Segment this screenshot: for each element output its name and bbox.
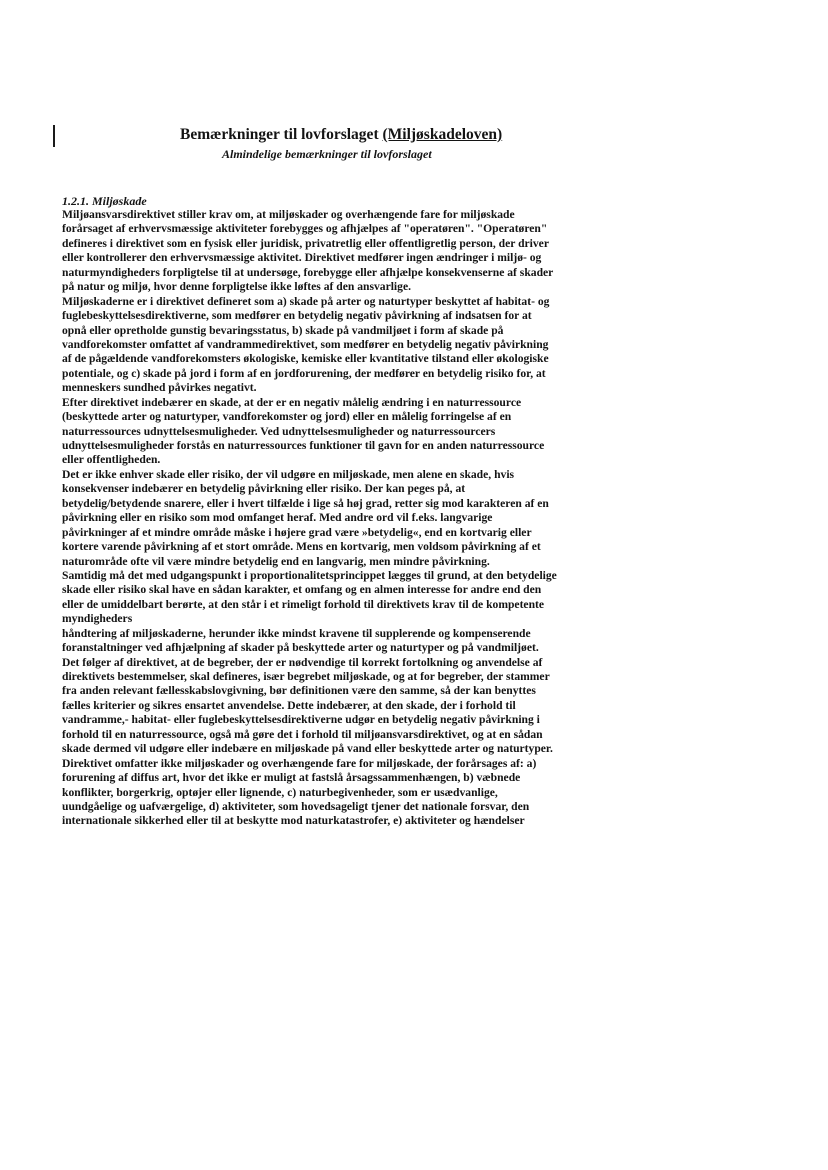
text-line: fælles kriterier og sikres ensartet anvendelse. Dette indebærer, at den skade, der i forhold til	[62, 698, 516, 712]
text-line: eller offentligheden.	[62, 453, 161, 467]
text-line: uundgåelige og uafværgelige, d) aktiviteter, som hovedsageligt tjener det nationale forsvar, den	[62, 799, 530, 813]
title-main: Bemærkninger til lovforslaget	[180, 126, 379, 143]
text-line: vandforekomster omfattet af vandrammedirektivet, som medfører en betydelig negativ påvirkning	[62, 337, 549, 351]
text-line: udnyttelsesmuligheder forstås en naturressources funktioner til gavn for en anden naturressource	[62, 439, 545, 452]
margin-bar-mark	[53, 125, 55, 147]
text-line: (beskyttede arter og naturtyper, vandforekomster og jord) eller en målelig forringelse af en	[62, 410, 512, 424]
text-line: direktivets bestemmelser, skal defineres, især begrebet miljøskade, og at for begreber, der stammer	[62, 670, 550, 683]
text-line: Direktivet omfatter ikke miljøskader og overhængende fare for miljøskade, der forårsages af: a)	[62, 756, 537, 770]
text-line: defineres i direktivet som en fysisk eller juridisk, privatretlig eller offentligretlig person, der driver	[62, 236, 549, 250]
text-line: fra anden relevant fællesskabslovgivning, bør definitionen være den samme, så der kan benyttes	[62, 684, 536, 698]
text-line: konsekvenser indebærer en betydelig påvirkning eller risiko. Der kan peges på, at	[62, 482, 466, 496]
text-line: påvirkninger af et mindre område måske i højere grad være »betydelig«, end en kortvarig eller	[62, 525, 532, 539]
text-line: på natur og miljø, hvor denne forpligtelse ikke løftes af den ansvarlige.	[62, 280, 411, 294]
text-line: kortere varende påvirkning af et stort område. Mens en kortvarig, men voldsom påvirkning af et	[62, 540, 541, 554]
text-line: naturressources udnyttelsesmuligheder. Ved udnyttelsesmuligheder og naturressourcers	[62, 424, 496, 438]
text-line: menneskers sundhed påvirkes negativt.	[62, 381, 257, 395]
text-line: Efter direktivet indebærer en skade, at der er en negativ målelig ændring i en naturressource	[62, 395, 522, 409]
text-line: naturmyndigheders forpligtelse til at undersøge, forebygge eller afhjælpe konsekvenserne af skader	[62, 265, 554, 279]
text-line: fuglebeskyttelsesdirektiverne, som medfører en betydelig negativ påvirkning af indsatsen for at	[62, 309, 532, 323]
section-heading: 1.2.1. Miljøskade	[62, 194, 147, 208]
page-subtitle: Almindelige bemærkninger til lovforslaget	[222, 147, 432, 161]
text-line: foranstaltninger ved afhjælpning af skader på beskyttede arter og naturtyper og på vandmiljøet.	[62, 641, 539, 655]
text-line: forårsaget af erhvervsmæssige aktiviteter forebygges og afhjælpes af "operatøren". "Operatøren"	[62, 222, 548, 236]
text-line: eller kontrollerer den erhvervsmæssige aktivitet. Direktivet medfører ingen ændringer i miljø- og	[62, 251, 542, 265]
body-text	[62, 208, 607, 829]
text-line: betydelig/betydende snarere, eller i hvert tilfælde i lige så høj grad, retter sig mod karakteren af en	[62, 496, 549, 510]
text-line: Det følger af direktivet, at de begreber, der er nødvendige til korrekt fortolkning og anvendelse af	[62, 655, 543, 669]
text-line: internationale sikkerhed eller til at beskytte mod naturkatastrofer, e) aktiviteter og hændelser	[62, 814, 525, 828]
text-line: af de pågældende vandforekomsters økologiske, kemiske eller kvantitative tilstand eller økologiske	[62, 352, 549, 366]
text-line: påvirkning eller en risiko som mod omfanget heraf. Med andre ord vil f.eks. langvarige	[62, 511, 493, 525]
text-line: eller de umiddelbart berørte, at den står i et rimeligt forhold til direktivets krav til de kompetente	[62, 597, 545, 611]
text-line: konflikter, borgerkrig, optøjer eller lignende, c) naturbegivenheder, som er usædvanlige,	[62, 785, 498, 799]
text-line: skade eller risiko skal have en sådan karakter, et omfang og en almen interesse for andre end den	[62, 583, 542, 597]
text-line: forhold til en naturressource, også må gøre det i forhold til miljøansvarsdirektivet, og at en sådan	[62, 727, 543, 741]
text-line: forurening af diffus art, hvor det ikke er muligt at fastslå årsagssammenhængen, b) væbnede	[62, 771, 521, 785]
text-line: naturområde ofte vil være mindre betydelig end en langvarig, men mindre påvirkning.	[62, 554, 490, 568]
page-title	[180, 126, 502, 144]
text-line: håndtering af miljøskaderne, herunder ikke mindst kravene til supplerende og kompenserende	[62, 626, 531, 640]
text-line: skade dermed vil udgøre eller indebære en miljøskade på vand eller beskyttede arter og naturtyper.	[62, 742, 553, 756]
text-line: opnå eller opretholde gunstig bevaringsstatus, b) skade på vandmiljøet i form af skade på	[62, 323, 504, 337]
text-line: Det er ikke enhver skade eller risiko, der vil udgøre en miljøskade, men alene en skade, hvis	[62, 467, 515, 481]
text-line: potentiale, og c) skade på jord i form af en jordforurening, der medfører en betydelig risiko for, at	[62, 366, 546, 380]
title-parenthetical: (Miljøskadeloven)	[382, 126, 503, 143]
text-line: vandramme,- habitat- eller fuglebeskyttelsesdirektiverne udgør en betydelig negativ påvirkning i	[62, 713, 540, 727]
text-line: Samtidig må det med udgangspunkt i proportionalitetsprincippet lægges til grund, at den betydelige	[62, 568, 557, 582]
text-line: myndigheders	[62, 612, 133, 626]
text-line: Miljøansvarsdirektivet stiller krav om, at miljøskader og overhængende fare for miljøskade	[62, 208, 515, 221]
text-line: Miljøskaderne er i direktivet defineret som a) skade på arter og naturtyper beskyttet af habitat- og	[62, 294, 550, 308]
